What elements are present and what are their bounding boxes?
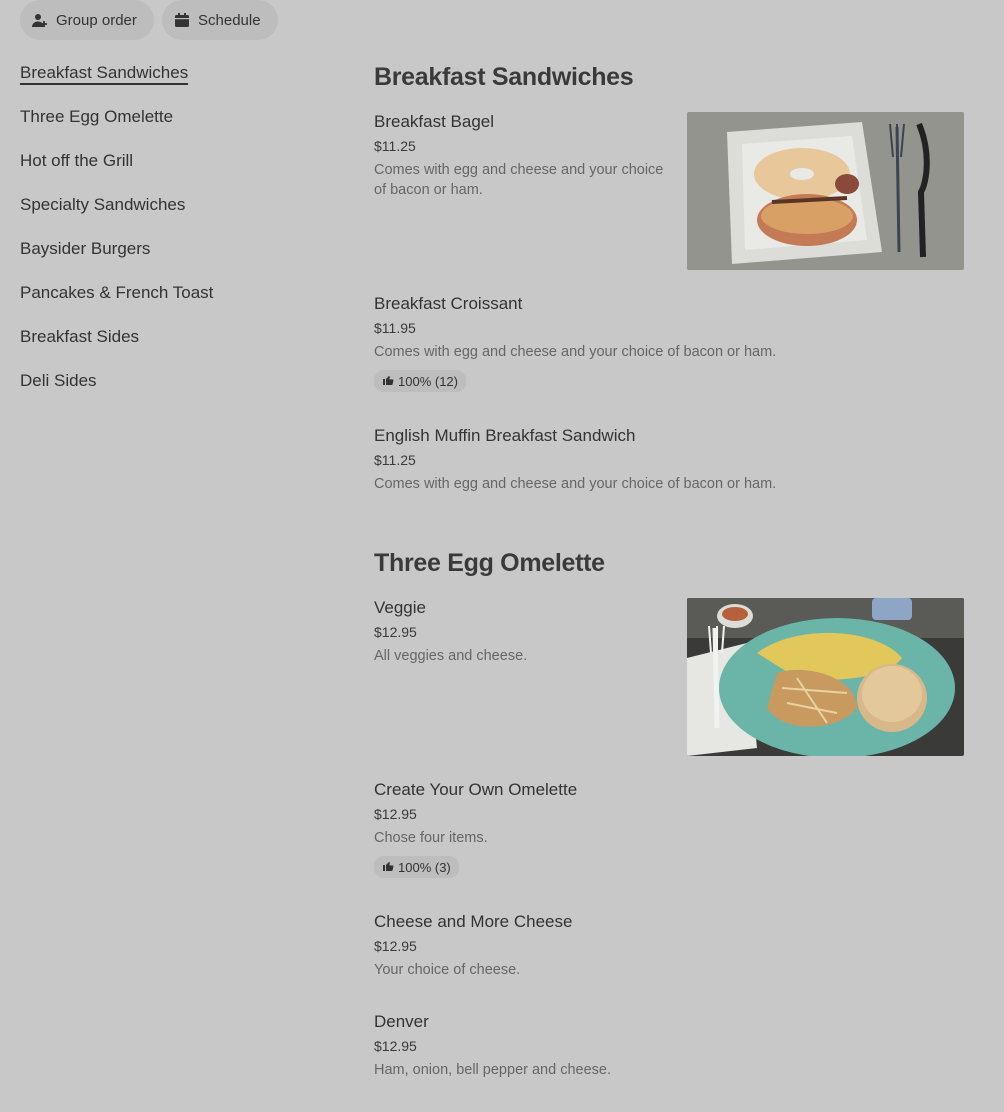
schedule-label: Schedule (198, 11, 261, 29)
person-add-icon (32, 12, 48, 28)
sidebar-item-three-egg-omelette[interactable]: Three Egg Omelette (20, 107, 174, 126)
item-name: English Muffin Breakfast Sandwich (374, 426, 636, 445)
item-name: Cheese and More Cheese (374, 912, 573, 931)
item-description: Comes with egg and cheese and your choice of bacon or ham. (374, 162, 664, 198)
menu-item[interactable] (374, 910, 964, 980)
item-price: $12.95 (374, 938, 417, 954)
item-description: Your choice of cheese. (374, 962, 521, 978)
menu-item[interactable] (374, 778, 964, 878)
category-sidebar (20, 60, 213, 412)
item-description: Comes with egg and cheese and your choice of bacon or ham. (374, 344, 777, 360)
sidebar-item-hot-off-the-grill[interactable]: Hot off the Grill (20, 151, 134, 170)
menu-item[interactable] (374, 1010, 964, 1080)
rating-value: 100% (12) (398, 373, 458, 389)
rating-badge (374, 370, 466, 392)
sidebar-item-deli-sides[interactable]: Deli Sides (20, 371, 97, 390)
calendar-icon (174, 12, 190, 28)
thumbs-up-icon (382, 860, 394, 875)
item-price: $11.25 (374, 138, 416, 154)
menu-item[interactable] (374, 424, 964, 494)
sidebar-item-pancakes-french-toast[interactable]: Pancakes & French Toast (20, 283, 214, 302)
sidebar-item-breakfast-sandwiches[interactable]: Breakfast Sandwiches (20, 60, 213, 104)
item-description: All veggies and cheese. (374, 648, 528, 664)
rating-badge (374, 856, 459, 878)
rating-value: 100% (3) (398, 859, 451, 875)
group-order-label: Group order (56, 11, 137, 29)
sidebar-item-baysider-burgers[interactable]: Baysider Burgers (20, 239, 151, 258)
item-name: Veggie (374, 598, 426, 617)
item-description: Chose four items. (374, 830, 488, 846)
item-name: Breakfast Bagel (374, 112, 495, 131)
item-price: $12.95 (374, 806, 417, 822)
menu-item[interactable] (374, 292, 964, 392)
section-title: Three Egg Omelette (374, 549, 605, 577)
sidebar-item-breakfast-sides[interactable]: Breakfast Sides (20, 327, 140, 346)
item-price: $11.95 (374, 320, 416, 336)
item-price: $12.95 (374, 624, 417, 640)
item-price: $11.25 (374, 452, 416, 468)
item-name: Create Your Own Omelette (374, 780, 578, 799)
bagel-photo[interactable] (687, 112, 964, 270)
item-price: $12.95 (374, 1038, 417, 1054)
item-description: Ham, onion, bell pepper and cheese. (374, 1062, 611, 1078)
item-name: Denver (374, 1012, 429, 1031)
group-order-button[interactable] (20, 0, 154, 40)
thumbs-up-icon (382, 374, 394, 389)
section-title: Breakfast Sandwiches (374, 63, 634, 91)
item-name: Breakfast Croissant (374, 294, 523, 313)
omelette-photo[interactable] (687, 598, 964, 756)
sidebar-item-specialty-sandwiches[interactable]: Specialty Sandwiches (20, 195, 186, 214)
schedule-button[interactable] (162, 0, 278, 40)
item-description: Comes with egg and cheese and your choice of bacon or ham. (374, 476, 777, 492)
